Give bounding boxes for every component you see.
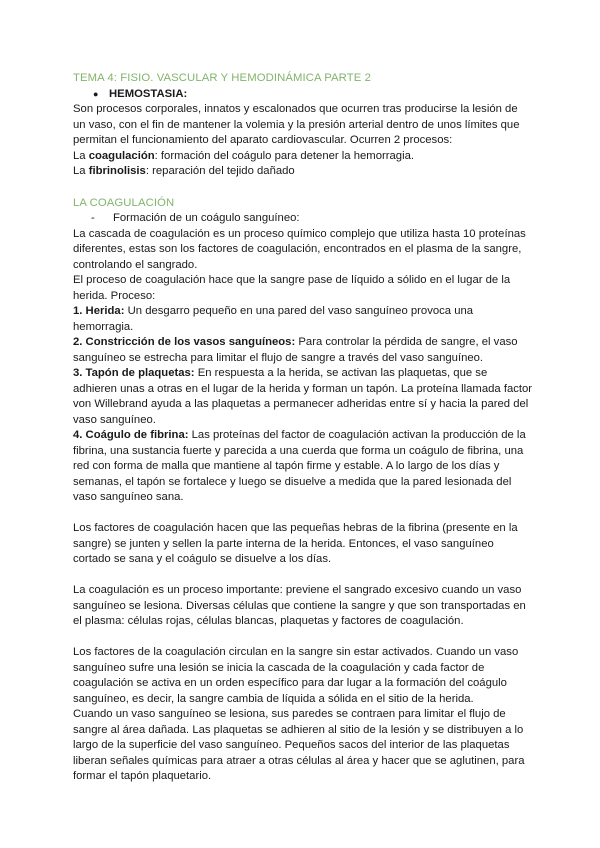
coagulacion-definition-text: : formación del coágulo para detener la hemorragia.: [154, 149, 414, 162]
fibrinolisis-term: fibrinolisis: [88, 165, 146, 177]
step-3-label: 3. Tapón de plaquetas:: [73, 367, 195, 379]
coagulacion-subitem: [73, 211, 533, 227]
step-1-label: 1. Herida:: [73, 305, 125, 317]
page-title: TEMA 4: FISIO. VASCULAR Y HEMODINÁMICA PARTE 2: [73, 72, 371, 84]
subitem-text: Formación de un coágulo sanguíneo:: [113, 212, 300, 224]
fibrinolisis-definition: [73, 164, 533, 180]
step-4-label: 4. Coágulo de fibrina:: [73, 429, 189, 441]
prefix-text: La: [73, 149, 89, 162]
hemostasia-paragraph: Son procesos corporales, innatos y escalonados que ocurren tras producirse la lesión de un vaso, con el fin de mantener la volemia y la presión arterial dentro de unos límites que permitan el funcionamiento del aparato cardiovascular. Ocurren 2 procesos:: [73, 103, 520, 146]
coagulacion-definition: [73, 149, 533, 165]
step-3-text: En respuesta a la herida, se activan las plaquetas, que se adhieren unas a otras en el lugar de la herida y forman un tapón. La proteína llamada factor von Willebrand ayuda a las plaquetas a permanecer adheridas entre sí y hacia la pared del vaso sanguíneo.: [73, 367, 533, 426]
coagulacion-paragraph-4: La coagulación es un proceso importante: previene el sangrado excesivo cuando un vaso sanguíneo se lesiona. Diversas células que contiene la sangre y que son transportadas en el plasma: células rojas, células blancas, plaquetas y factores de coagulación.: [73, 584, 526, 627]
coagulacion-paragraph-2: El proceso de coagulación hace que la sangre pase de líquido a sólido en el lugar de la herida. Proceso:: [73, 274, 511, 302]
hemostasia-bullet: [73, 87, 533, 103]
step-4: [73, 428, 533, 506]
fibrinolisis-definition-text: : reparación del tejido dañado: [145, 165, 295, 177]
coagulacion-paragraph-5: Los factores de la coagulación circulan en la sangre sin estar activados. Cuando un vaso sanguíneo sufre una lesión se inicia la cascada de la coagulación y cada factor de coagulación se activa en un orden específico para dar lugar a la formación del coágulo sanguíneo, es decir, la sangre cambia de líquida a sólida en el sitio de la herida.: [73, 646, 519, 705]
coagulacion-paragraph-3: Los factores de coagulación hacen que las pequeñas hebras de la fibrina (presente en la sangre) se junten y sellen la parte interna de la herida. Entonces, el vaso sanguíneo cortado se sana y el coágulo se disuelve a los días.: [73, 522, 518, 565]
step-3: [73, 366, 533, 428]
step-2-label: 2. Constricción de los vasos sanguíneos:: [73, 336, 296, 348]
section-heading-coagulacion: LA COAGULACIÓN: [73, 196, 175, 209]
coagulacion-term: coagulación: [88, 149, 155, 162]
coagulacion-paragraph-1: La cascada de coagulación es un proceso químico complejo que utiliza hasta 10 proteínas diferentes, estas son los factores de coagulación, encontrados en el plasma de la sangre, controlando el sangrado.: [73, 227, 526, 271]
coagulacion-paragraph-6: Cuando un vaso sanguíneo se lesiona, sus paredes se contraen para limitar el flujo de sangre al área dañada. Las plaquetas se adhieren al sitio de la lesión y se distribuyen a lo largo de la superficie del vaso sanguíneo. Pequeños sacos del interior de las plaquetas liberan señales químicas para atraer a otras células al área y hacer que se aglutinen, para formar el tapón plaquetario.: [73, 708, 525, 782]
dash-icon: -: [91, 212, 95, 224]
document-body: [73, 71, 533, 785]
step-1: [73, 304, 533, 335]
step-2: [73, 335, 533, 366]
step-1-text: Un desgarro pequeño en una pared del vaso sanguíneo provoca una hemorragia.: [73, 305, 474, 333]
step-2-text: Para controlar la pérdida de sangre, el vaso sanguíneo se estrecha para limitar el flujo de sangre a través del vaso sanguíneo.: [73, 336, 518, 364]
prefix-text: La: [73, 165, 89, 177]
step-4-text: Las proteínas del factor de coagulación activan la producción de la fibrina, una sustancia fuerte y parecida a una cuerda que forma un coágulo de fibrina, una red con forma de malla que mantiene al tapón firme y estable. A lo largo de los días y semanas, el tapón se fortalece y luego se disuelve a medida que la pared lesionada del vaso sanguíneo sana.: [73, 429, 526, 503]
hemostasia-label: HEMOSTASIA:: [109, 87, 188, 100]
bullet-icon: ●: [93, 88, 99, 99]
